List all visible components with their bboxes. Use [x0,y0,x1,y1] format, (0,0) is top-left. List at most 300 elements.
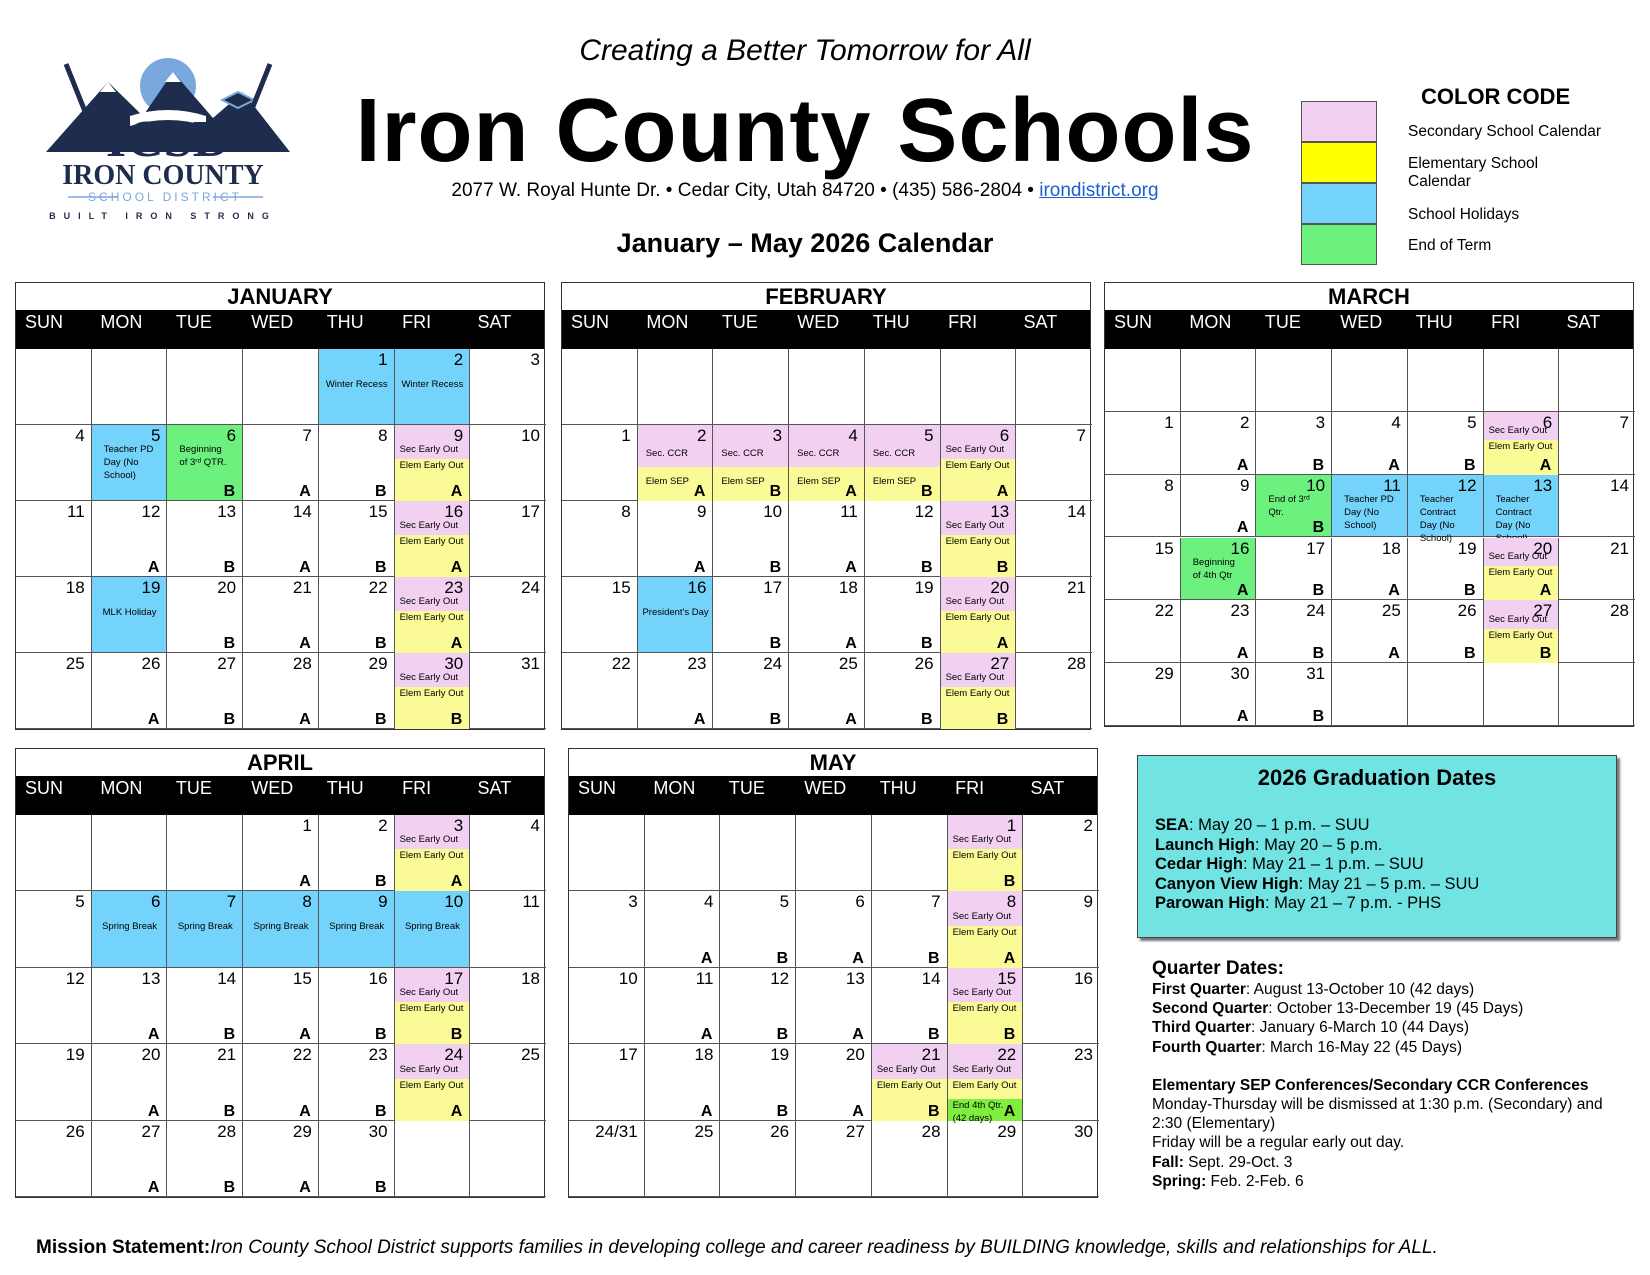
day-number: 29 [997,1121,1017,1141]
day-number: 18 [1381,538,1401,558]
day-cell [395,349,471,425]
day-note: Beginning of 3ʳᵈ QTR. [179,444,227,468]
day-cell [167,653,243,729]
day-cell [319,1121,395,1197]
ab-day-label: B [374,559,387,576]
day-note: Elem Early Out [1488,566,1553,578]
day-cell [1559,663,1635,726]
weekday-label: FRI [402,778,432,798]
ab-day-label: B [1003,873,1016,891]
weekday-label: MON [100,778,143,798]
day-number: 19 [65,1045,85,1065]
day-number: 27 [141,1121,161,1141]
day-cell [470,968,546,1044]
day-cell [1105,349,1181,412]
day-cell [470,653,546,729]
ab-day-label: A [1003,1102,1016,1120]
day-note: End of 3ʳᵈ Qtr. [1268,493,1310,518]
day-cell [1016,577,1092,653]
conference-spring: Spring: Feb. 2-Feb. 6 [1152,1172,1304,1190]
grad-line: Cedar High: May 21 – 1 p.m. – SUU [1155,855,1424,873]
day-cell [1181,600,1257,663]
ab-day-label: B [996,711,1009,728]
ab-day-label: B [223,1178,236,1196]
day-number: 12 [65,968,85,988]
day-number: 3 [453,816,464,835]
day-cell [1105,475,1181,538]
weekday-label: SUN [25,778,64,798]
day-number: 6 [226,426,237,445]
day-note: Elem SEP [721,475,765,487]
day-cell [1484,349,1560,412]
ab-day-label: A [147,1102,160,1120]
day-cell [1408,475,1484,544]
day-cell [1023,1044,1099,1120]
day-number: 11 [840,502,858,521]
weekday-label: SUN [25,312,64,332]
day-number: 18 [694,1045,714,1065]
day-number: 31 [521,654,540,673]
day-note: Elem Early Out [399,460,464,472]
day-number: 27 [990,654,1010,673]
day-number: 11 [1383,475,1401,495]
ab-day-label: B [1312,707,1325,725]
day-note: Sec Early Out [1488,613,1548,625]
day-cell [319,968,395,1044]
ab-day-label: B [223,483,236,500]
swatch-end-of-term [1301,224,1377,265]
day-number: 17 [763,578,783,597]
weekday-label: MON [1189,312,1232,332]
day-cell [167,891,243,967]
day-number: 7 [1076,426,1086,445]
day-number: 22 [292,1045,312,1065]
grad-line: Parowan High: May 21 – 7 p.m. - PHS [1155,894,1442,912]
day-note: MLK Holiday [102,606,157,618]
day-cell [1484,475,1560,538]
day-note: Sec Early Out [399,596,459,608]
day-cell [1023,1121,1099,1197]
day-cell [638,653,714,729]
day-number: 21 [217,1045,237,1065]
day-cell [1023,968,1099,1044]
weekday-label: WED [1340,312,1383,332]
day-number: 17 [444,968,464,988]
day-number: 16 [687,578,707,597]
day-number: 7 [302,426,312,445]
grad-line: Canyon View High: May 21 – 5 p.m. – SUU [1155,874,1480,893]
day-number: 26 [1457,601,1477,621]
day-cell [1181,475,1257,538]
quarter-title: Quarter Dates: [1152,958,1284,979]
day-number: 24 [763,654,783,673]
ab-day-label: A [845,635,857,652]
day-cell [1016,425,1092,501]
day-number: 8 [1164,475,1174,495]
day-cell [1408,600,1484,663]
day-note: Teacher PD Day (No School) [1344,493,1394,531]
website-link[interactable]: irondistrict.org [1039,180,1159,201]
conference-fall: Fall: Sept. 29-Oct. 3 [1152,1153,1293,1171]
day-cell [319,815,395,891]
day-number: 16 [368,968,388,988]
day-cell [941,501,1017,577]
ab-day-label: B [1463,582,1476,600]
day-cell [948,891,1024,967]
day-number: 29 [1154,664,1174,684]
ab-day-label: A [299,711,311,728]
day-number: 27 [217,654,237,673]
day-number: 6 [1542,412,1553,432]
day-cell [1559,412,1635,475]
day-number: 24/31 [595,1121,638,1141]
day-cell [470,425,546,501]
day-note: Elem Early Out [399,1003,464,1015]
day-number: 10 [763,502,783,521]
ab-day-label: A [299,559,311,576]
ab-day-label: B [374,873,387,891]
calendar-title: January – May 2026 Calendar [616,228,994,258]
day-number: 21 [921,1045,941,1065]
day-number: 23 [368,1045,388,1065]
ab-day-label: A [299,1178,311,1196]
ab-day-label: B [1312,582,1325,600]
weekday-label: WED [804,778,847,798]
swatch-elementary [1301,142,1377,183]
day-number: 10 [521,426,540,445]
ab-day-label: A [996,483,1009,500]
day-number: 1 [1006,816,1017,835]
day-note: Teacher Contract Day (No [1495,493,1532,531]
day-cell [16,425,92,501]
day-cell [1332,600,1408,663]
day-cell [1332,349,1408,412]
ab-day-label: B [374,483,387,500]
day-cell [948,968,1024,1044]
day-cell [167,425,243,501]
day-number: 11 [67,502,85,521]
day-cell [1023,815,1099,891]
day-note: Elem Early Out [945,688,1010,700]
day-cell [243,577,319,653]
day-cell [243,653,319,729]
day-note: Elem SEP [872,475,917,487]
graduation-dates-box [1137,755,1617,938]
day-cell [16,1121,92,1197]
day-note: Elem Early Out [399,536,464,548]
weekday-label: MON [653,778,696,798]
day-number: 6 [855,892,865,912]
day-cell [872,891,948,967]
day-cell [948,1121,1024,1197]
day-cell [319,653,395,729]
ab-day-label: A [450,635,463,652]
day-cell [1181,538,1257,601]
day-cell [569,1044,645,1120]
ab-day-label: B [1463,645,1476,663]
day-note: Sec Early Out [1488,550,1548,562]
day-number: 30 [368,1121,388,1141]
day-number: 17 [521,502,540,521]
ab-day-label: A [299,483,311,500]
day-cell [395,653,471,729]
ab-day-label: B [223,1026,236,1044]
quarter-line: Fourth Quarter: March 16-May 22 (45 Days) [1152,1038,1463,1056]
day-number: 27 [845,1121,865,1141]
day-cell [395,968,471,1044]
day-cell [796,968,872,1044]
day-cell [92,815,168,891]
day-number: 13 [141,968,161,988]
ab-day-label: A [693,711,706,728]
day-cell [319,425,395,501]
month-name: JANUARY [227,284,333,309]
day-note: End 4th Qtr. (42 days) [952,1100,1004,1125]
day-number: 16 [1074,968,1093,988]
day-cell [1559,600,1635,663]
day-number: 4 [1391,412,1401,432]
day-cell [720,968,796,1044]
day-cell [395,425,471,501]
day-number: 28 [292,654,312,673]
day-cell [789,349,865,425]
day-note: Sec. CCR [797,447,840,459]
weekday-label: WED [251,778,294,798]
day-cell [865,577,941,653]
day-cell [319,577,395,653]
day-cell [319,349,395,425]
ab-day-label: A [845,483,857,500]
month-name: MAY [809,750,857,775]
day-note: Elem Early Out [876,1079,941,1091]
weekday-label: SAT [477,312,512,332]
day-number: 21 [1067,578,1086,597]
day-note: Sec. CCR [872,447,916,459]
quarter-line: First Quarter: August 13-October 10 (42 days) [1152,981,1475,998]
day-cell [470,1044,546,1120]
day-cell [796,1044,872,1120]
day-cell [1256,349,1332,412]
day-number: 14 [217,968,237,988]
ab-day-label: A [693,483,706,500]
day-cell [569,968,645,1044]
day-number: 19 [141,578,161,597]
day-cell [1408,663,1484,726]
ab-day-label: A [700,1026,713,1044]
weekday-label: TUE [721,312,758,332]
day-number: 7 [226,892,237,912]
ab-day-label: B [769,483,782,500]
weekday-label: SAT [1030,778,1065,798]
ab-day-label: B [927,949,940,967]
day-cell [872,968,948,1044]
day-cell [16,1044,92,1120]
day-cell [1181,663,1257,726]
day-number: 8 [621,502,631,521]
day-note: Sec Early Out [399,987,459,999]
day-cell [865,349,941,425]
ab-day-label: A [693,559,706,576]
day-note: Elem Early Out [399,1079,464,1091]
day-cell [319,891,395,967]
day-number: 4 [848,426,858,445]
day-note: Beginning of 4th Qtr [1192,556,1235,581]
day-number: 15 [292,968,312,988]
weekday-label: FRI [948,312,978,332]
day-cell [1332,663,1408,726]
day-cell [1105,600,1181,663]
day-note: Spring Break [253,921,309,933]
day-cell [470,815,546,891]
day-cell [1332,475,1408,538]
weekday-label: FRI [1491,312,1521,332]
day-number: 26 [65,1121,85,1141]
day-number: 27 [1533,601,1553,621]
ab-day-label: B [927,1026,940,1044]
day-number: 16 [444,502,464,521]
conference-line2: Friday will be a regular early out day. [1152,1134,1405,1152]
day-cell [92,968,168,1044]
ab-day-label: A [1236,707,1249,725]
day-cell [713,501,789,577]
day-number: 29 [368,654,388,673]
ab-day-label: A [996,635,1009,652]
day-number: 4 [75,426,85,445]
day-note: Spring Break [102,921,158,933]
logo-letters: ICSD [105,111,231,168]
day-cell [1484,663,1560,726]
day-note: Elem Early Out [945,612,1010,624]
day-number: 30 [1074,1121,1093,1141]
day-number: 8 [378,426,388,445]
day-cell [638,425,714,501]
legend-end-of-term: End of Term [1408,237,1492,254]
day-cell [16,815,92,891]
ab-day-label: A [299,635,311,652]
day-cell [1181,412,1257,475]
weekday-header [562,310,1090,349]
day-number: 24 [444,1045,464,1065]
day-note: Elem Early Out [399,688,464,700]
ab-day-label: A [450,873,463,891]
day-note: Elem Early Out [952,1003,1017,1015]
day-number: 15 [997,968,1017,988]
day-cell [243,1121,319,1197]
day-cell [872,1044,948,1120]
month-name: MARCH [1328,284,1410,309]
day-note: Sec Early Out [399,444,459,456]
day-number: 11 [695,968,714,988]
day-cell [470,349,546,425]
day-cell [948,1044,1024,1125]
day-number: 10 [618,968,638,988]
day-cell [645,815,721,891]
ab-day-label: B [776,949,789,967]
day-cell [713,653,789,729]
day-cell [1256,538,1332,601]
day-number: 1 [302,816,312,835]
weekday-label: SAT [1566,312,1601,332]
day-cell [1256,663,1332,726]
ab-day-label: B [920,635,933,652]
day-number: 5 [779,892,790,912]
day-number: 3 [1315,412,1326,432]
day-number: 9 [1083,892,1093,912]
day-number: 15 [1154,538,1174,558]
day-cell [395,815,471,891]
day-cell [713,577,789,653]
day-number: 20 [141,1045,161,1065]
legend-holidays: School Holidays [1408,206,1520,223]
ab-day-label: B [920,711,933,728]
day-number: 9 [453,426,464,445]
weekday-header [16,776,544,815]
quarter-info [1152,958,1632,1191]
day-cell [1256,412,1332,475]
day-cell [319,1044,395,1120]
day-note: Sec Early Out [399,672,459,684]
day-note: Teacher PD Day (No School) [103,444,154,481]
ab-day-label: B [776,1102,789,1120]
ab-day-label: A [700,1102,713,1120]
ab-day-label: A [1388,645,1400,663]
weekday-label: SUN [578,778,617,798]
conference-title: Elementary SEP Conferences/Secondary CCR Conferences [1152,1076,1589,1094]
day-cell [638,349,714,425]
day-cell [167,968,243,1044]
month-january [15,282,545,730]
day-number: 1 [1164,412,1174,432]
month-may [568,748,1098,1198]
day-note: Elem Early Out [952,926,1017,938]
ab-day-label: B [769,559,782,576]
day-cell [1023,891,1099,967]
day-note: Sec Early Out [399,520,459,532]
ab-day-label: A [147,1178,160,1196]
day-cell [319,501,395,577]
day-cell [243,968,319,1044]
day-cell [243,501,319,577]
swatch-holidays [1301,183,1377,224]
weekday-label: THU [872,312,910,332]
day-number: 3 [530,350,540,369]
ab-day-label: B [223,711,236,728]
day-number: 22 [611,654,631,673]
day-note: Winter Recess [325,378,388,390]
ab-day-label: B [450,711,463,728]
day-cell [1332,538,1408,601]
ab-day-label: B [1003,1026,1016,1044]
day-note: Sec Early Out [876,1063,936,1075]
day-cell [948,815,1024,891]
day-cell [167,1044,243,1120]
day-cell [470,501,546,577]
day-number: 23 [1074,1045,1093,1065]
weekday-label: TUE [175,778,212,798]
day-number: 9 [378,892,388,912]
day-cell [789,425,865,501]
day-number: 2 [1239,412,1250,432]
day-cell [562,425,638,501]
day-number: 20 [990,578,1010,597]
ab-day-label: B [374,1026,387,1044]
ab-day-label: B [920,483,933,500]
day-cell [720,815,796,891]
ab-day-label: B [223,635,236,652]
day-number: 25 [521,1045,540,1065]
day-number: 30 [444,654,464,673]
day-number: 26 [914,654,934,673]
